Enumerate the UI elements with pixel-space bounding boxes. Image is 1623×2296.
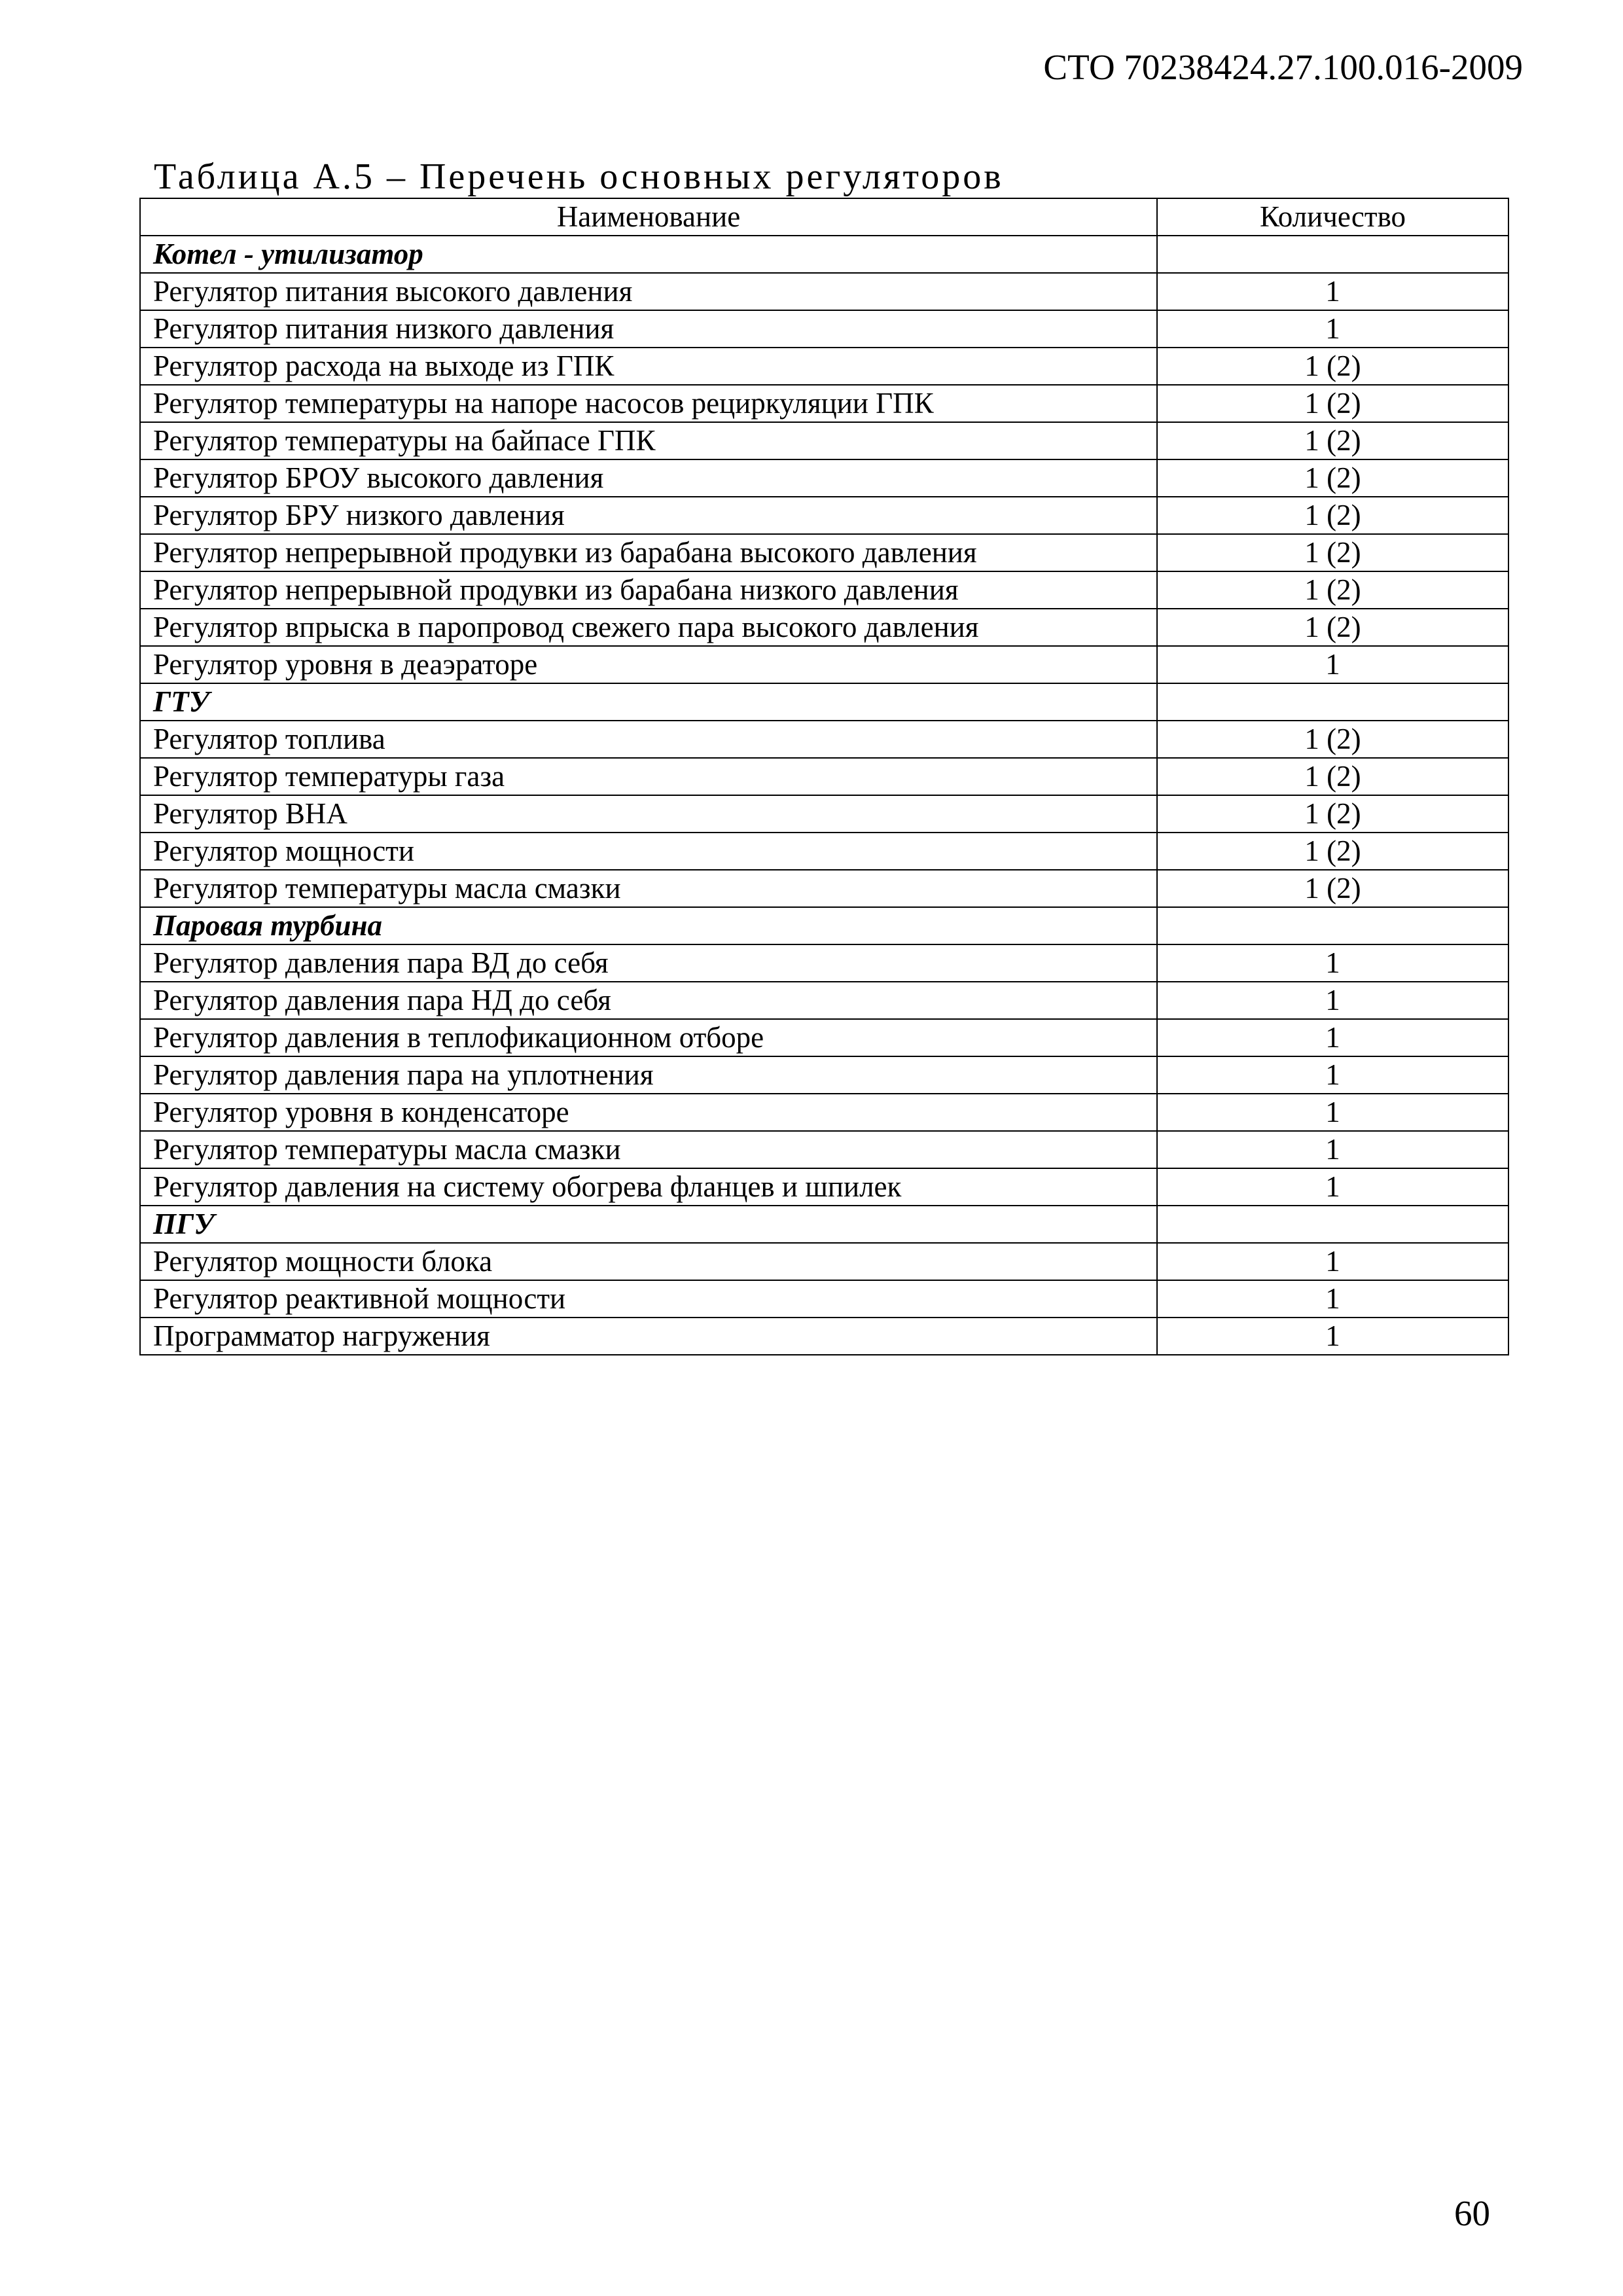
table-row <box>140 1280 1508 1318</box>
table-row <box>140 721 1508 758</box>
regulator-name: Регулятор ВНА <box>140 795 1157 833</box>
table-row <box>140 385 1508 422</box>
regulator-name: Регулятор давления пара ВД до себя <box>140 944 1157 982</box>
regulator-name: Регулятор впрыска в паропровод свежего пара высокого давления <box>140 609 1157 646</box>
column-header-name: Наименование <box>140 198 1157 236</box>
quantity-cell: 1 <box>1157 273 1508 310</box>
section-title: ГТУ <box>140 683 1157 721</box>
table-caption: Таблица А.5 – Перечень основных регуляторов <box>154 156 1004 197</box>
table-row <box>140 1094 1508 1131</box>
quantity-cell: 1 (2) <box>1157 571 1508 609</box>
regulator-name: Регулятор БРОУ высокого давления <box>140 459 1157 497</box>
page-number: 60 <box>1454 2193 1490 2233</box>
table-row <box>140 1131 1508 1168</box>
quantity-cell: 1 (2) <box>1157 721 1508 758</box>
quantity-cell: 1 (2) <box>1157 348 1508 385</box>
table-row <box>140 459 1508 497</box>
quantity-cell: 1 <box>1157 310 1508 348</box>
table-row <box>140 497 1508 534</box>
table-row <box>140 273 1508 310</box>
table-row <box>140 870 1508 907</box>
regulator-name: Регулятор температуры масла смазки <box>140 1131 1157 1168</box>
regulator-name: Регулятор температуры на байпасе ГПК <box>140 422 1157 459</box>
quantity-cell <box>1157 683 1508 721</box>
quantity-cell <box>1157 907 1508 944</box>
table-row <box>140 795 1508 833</box>
section-row <box>140 907 1508 944</box>
quantity-cell <box>1157 1206 1508 1243</box>
table-body <box>140 236 1508 1355</box>
quantity-cell: 1 <box>1157 1168 1508 1206</box>
regulator-name: Программатор нагружения <box>140 1318 1157 1355</box>
regulator-name: Регулятор давления пара НД до себя <box>140 982 1157 1019</box>
table-row <box>140 609 1508 646</box>
table-row <box>140 1056 1508 1094</box>
regulator-name: Регулятор уровня в деаэраторе <box>140 646 1157 683</box>
table-row <box>140 1318 1508 1355</box>
regulator-name: Регулятор давления в теплофикационном отборе <box>140 1019 1157 1056</box>
quantity-cell: 1 (2) <box>1157 422 1508 459</box>
quantity-cell: 1 (2) <box>1157 758 1508 795</box>
document-code: СТО 70238424.27.100.016-2009 <box>1043 47 1523 87</box>
quantity-cell: 1 <box>1157 1280 1508 1318</box>
regulator-name: Регулятор уровня в конденсаторе <box>140 1094 1157 1131</box>
table-row <box>140 534 1508 571</box>
regulator-name: Регулятор давления на систему обогрева фланцев и шпилек <box>140 1168 1157 1206</box>
quantity-cell: 1 (2) <box>1157 385 1508 422</box>
table-row <box>140 571 1508 609</box>
quantity-cell: 1 <box>1157 1318 1508 1355</box>
section-title: Паровая турбина <box>140 907 1157 944</box>
quantity-cell: 1 (2) <box>1157 870 1508 907</box>
table-row <box>140 1019 1508 1056</box>
quantity-cell: 1 <box>1157 646 1508 683</box>
section-row <box>140 683 1508 721</box>
table-row <box>140 758 1508 795</box>
table-row <box>140 944 1508 982</box>
regulator-name: Регулятор температуры масла смазки <box>140 870 1157 907</box>
regulator-name: Регулятор расхода на выходе из ГПК <box>140 348 1157 385</box>
quantity-cell: 1 (2) <box>1157 833 1508 870</box>
section-title: Котел - утилизатор <box>140 236 1157 273</box>
table-row <box>140 422 1508 459</box>
quantity-cell <box>1157 236 1508 273</box>
regulator-name: Регулятор температуры на напоре насосов рециркуляции ГПК <box>140 385 1157 422</box>
regulator-name: Регулятор непрерывной продувки из барабана низкого давления <box>140 571 1157 609</box>
table-row <box>140 646 1508 683</box>
quantity-cell: 1 <box>1157 1131 1508 1168</box>
quantity-cell: 1 <box>1157 982 1508 1019</box>
quantity-cell: 1 (2) <box>1157 459 1508 497</box>
quantity-cell: 1 <box>1157 1019 1508 1056</box>
regulator-name: Регулятор питания высокого давления <box>140 273 1157 310</box>
table-row <box>140 833 1508 870</box>
section-row <box>140 1206 1508 1243</box>
quantity-cell: 1 <box>1157 944 1508 982</box>
regulator-name: Регулятор мощности <box>140 833 1157 870</box>
regulator-name: Регулятор реактивной мощности <box>140 1280 1157 1318</box>
table-header <box>140 198 1508 236</box>
regulators-table <box>139 198 1509 1355</box>
quantity-cell: 1 (2) <box>1157 609 1508 646</box>
column-header-quantity: Количество <box>1157 198 1508 236</box>
quantity-cell: 1 (2) <box>1157 497 1508 534</box>
regulator-name: Регулятор температуры газа <box>140 758 1157 795</box>
table-row <box>140 310 1508 348</box>
regulator-name: Регулятор БРУ низкого давления <box>140 497 1157 534</box>
table-row <box>140 1168 1508 1206</box>
quantity-cell: 1 (2) <box>1157 534 1508 571</box>
table-row <box>140 348 1508 385</box>
quantity-cell: 1 <box>1157 1094 1508 1131</box>
section-title: ПГУ <box>140 1206 1157 1243</box>
quantity-cell: 1 <box>1157 1243 1508 1280</box>
quantity-cell: 1 <box>1157 1056 1508 1094</box>
header-row <box>140 198 1508 236</box>
regulator-name: Регулятор питания низкого давления <box>140 310 1157 348</box>
regulator-name: Регулятор давления пара на уплотнения <box>140 1056 1157 1094</box>
quantity-cell: 1 (2) <box>1157 795 1508 833</box>
table-row <box>140 1243 1508 1280</box>
regulator-name: Регулятор топлива <box>140 721 1157 758</box>
table-row <box>140 982 1508 1019</box>
regulator-name: Регулятор непрерывной продувки из барабана высокого давления <box>140 534 1157 571</box>
section-row <box>140 236 1508 273</box>
regulator-name: Регулятор мощности блока <box>140 1243 1157 1280</box>
